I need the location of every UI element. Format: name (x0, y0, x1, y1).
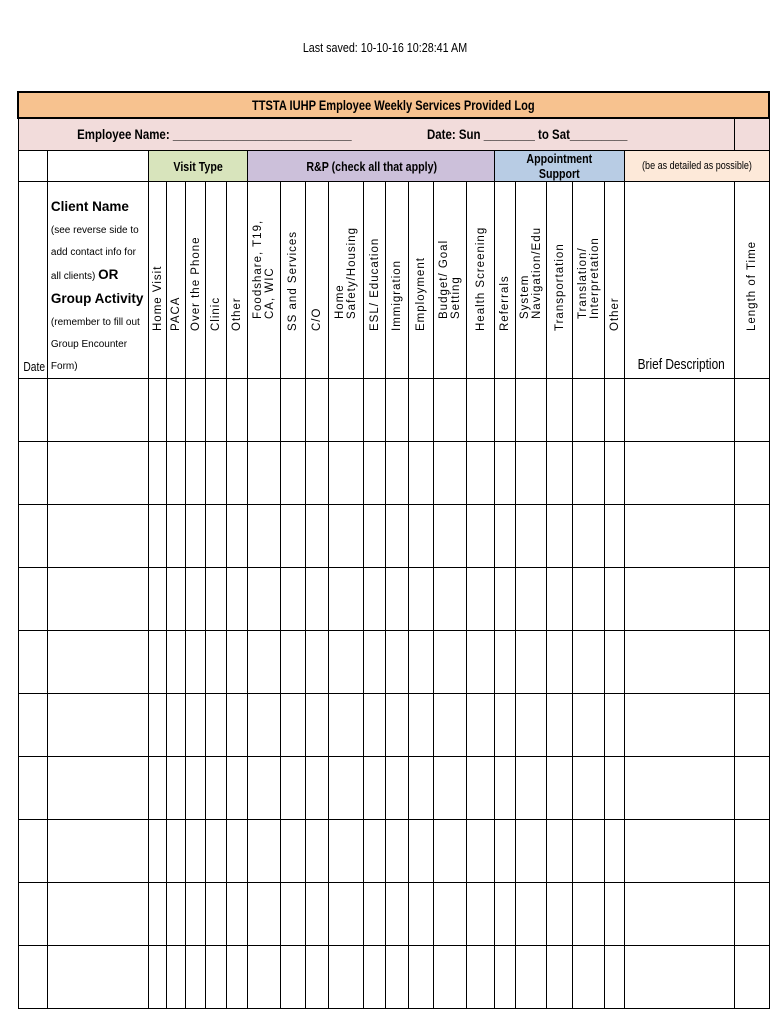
entry-cell[interactable] (167, 505, 186, 568)
visit-type-home-visit: Home Visit (148, 182, 167, 379)
entry-cell[interactable] (248, 883, 281, 946)
entry-cell[interactable] (495, 820, 516, 883)
entry-cell[interactable] (206, 505, 227, 568)
entry-cell[interactable] (605, 883, 625, 946)
entry-cell[interactable] (148, 379, 167, 442)
entry-cell[interactable] (466, 631, 495, 694)
entry-cell[interactable] (495, 694, 516, 757)
entry-cell[interactable] (18, 505, 47, 568)
entry-cell[interactable] (148, 568, 167, 631)
entry-cell[interactable] (625, 820, 735, 883)
entry-cell[interactable] (466, 379, 495, 442)
entry-cell[interactable] (466, 442, 495, 505)
entry-cell[interactable] (248, 820, 281, 883)
entry-cell[interactable] (167, 442, 186, 505)
entry-cell[interactable] (148, 505, 167, 568)
entry-cell[interactable] (305, 379, 328, 442)
appointment-support-group: Appointment Support (495, 151, 625, 182)
entry-cell[interactable] (495, 631, 516, 694)
entry-cell[interactable] (516, 946, 547, 1009)
entry-cell[interactable] (625, 505, 735, 568)
entry-cell[interactable] (495, 379, 516, 442)
entry-cell[interactable] (47, 946, 148, 1009)
entry-cell[interactable] (328, 946, 364, 1009)
entry-cell[interactable] (547, 757, 573, 820)
entry-cell[interactable] (386, 379, 409, 442)
entry-cell[interactable] (248, 694, 281, 757)
entry-cell[interactable] (328, 883, 364, 946)
rp-health-screening: Health Screening (466, 182, 495, 379)
table-row (18, 946, 769, 1009)
entry-cell[interactable] (47, 820, 148, 883)
visit-type-clinic: Clinic (206, 182, 227, 379)
entry-cell[interactable] (47, 883, 148, 946)
entry-cell[interactable] (735, 694, 769, 757)
entry-cell[interactable] (328, 631, 364, 694)
entry-cell[interactable] (605, 442, 625, 505)
entry-cell[interactable] (573, 946, 605, 1009)
entry-cell[interactable] (227, 631, 248, 694)
entry-cell[interactable] (206, 568, 227, 631)
entry-cell[interactable] (605, 694, 625, 757)
entry-cell[interactable] (227, 946, 248, 1009)
entry-cell[interactable] (409, 757, 434, 820)
entry-cell[interactable] (227, 505, 248, 568)
rp-budget-goal-setting: Budget/ Goal Setting (433, 182, 466, 379)
entry-cell[interactable] (18, 379, 47, 442)
week-date-field[interactable]: Date: Sun ________ to Sat_________ (426, 126, 627, 142)
entry-cell[interactable] (47, 694, 148, 757)
entry-cell[interactable] (167, 883, 186, 946)
entry-cell[interactable] (328, 379, 364, 442)
entry-cell[interactable] (186, 379, 206, 442)
entry-cell[interactable] (625, 631, 735, 694)
entry-cell[interactable] (516, 505, 547, 568)
entry-cell[interactable] (466, 820, 495, 883)
entry-cell[interactable] (495, 568, 516, 631)
entry-cell[interactable] (386, 505, 409, 568)
appt-referrals: Referrals (495, 182, 516, 379)
entry-cell[interactable] (47, 505, 148, 568)
entry-cell[interactable] (547, 694, 573, 757)
entry-cell[interactable] (328, 820, 364, 883)
entry-cell[interactable] (227, 820, 248, 883)
entry-cell[interactable] (148, 757, 167, 820)
appt-transportation: Transportation (547, 182, 573, 379)
entry-cell[interactable] (495, 946, 516, 1009)
entry-cell[interactable] (328, 442, 364, 505)
table-row (18, 694, 769, 757)
entry-cell[interactable] (386, 694, 409, 757)
entry-cell[interactable] (148, 820, 167, 883)
entry-cell[interactable] (364, 442, 386, 505)
entry-cell[interactable] (280, 505, 305, 568)
entry-cell[interactable] (547, 946, 573, 1009)
entry-cell[interactable] (409, 379, 434, 442)
entry-cell[interactable] (248, 946, 281, 1009)
entry-cell[interactable] (305, 505, 328, 568)
appt-system-navigation-edu: System Navigation/Edu (516, 182, 547, 379)
entry-cell[interactable] (280, 757, 305, 820)
entry-cell[interactable] (409, 883, 434, 946)
entry-cell[interactable] (516, 820, 547, 883)
entry-cell[interactable] (47, 379, 148, 442)
entry-cell[interactable] (206, 820, 227, 883)
employee-row-end (735, 118, 769, 151)
entry-cell[interactable] (433, 505, 466, 568)
entry-cell[interactable] (364, 820, 386, 883)
entry-cell[interactable] (605, 757, 625, 820)
rp-esl-education: ESL/ Education (364, 182, 386, 379)
entry-cell[interactable] (328, 568, 364, 631)
entry-cell[interactable] (573, 631, 605, 694)
entry-cell[interactable] (409, 505, 434, 568)
entry-cell[interactable] (735, 883, 769, 946)
entry-cell[interactable] (735, 505, 769, 568)
table-row (18, 505, 769, 568)
entry-cell[interactable] (573, 883, 605, 946)
entry-cell[interactable] (573, 757, 605, 820)
entry-cell[interactable] (466, 568, 495, 631)
entry-cell[interactable] (364, 883, 386, 946)
entry-cell[interactable] (409, 631, 434, 694)
entry-cell[interactable] (735, 631, 769, 694)
entry-cell[interactable] (18, 883, 47, 946)
entry-cell[interactable] (206, 757, 227, 820)
client-name-header: Client Name (see reverse side to add contact info for all clients) OR Group Activity (remember to fill out Group Encounter Form) (47, 182, 148, 379)
entry-cell[interactable] (364, 379, 386, 442)
employee-name-field[interactable]: Employee Name: ____________________________ (76, 126, 352, 142)
entry-cell[interactable] (547, 568, 573, 631)
entry-cell[interactable] (573, 505, 605, 568)
visit-type-over-the-phone: Over the Phone (186, 182, 206, 379)
entry-cell[interactable] (47, 442, 148, 505)
entry-cell[interactable] (547, 631, 573, 694)
entry-cell[interactable] (605, 379, 625, 442)
entry-cell[interactable] (605, 505, 625, 568)
entry-cell[interactable] (516, 883, 547, 946)
entry-cell[interactable] (227, 379, 248, 442)
entry-cell[interactable] (280, 946, 305, 1009)
entry-cell[interactable] (248, 631, 281, 694)
entry-cell[interactable] (18, 568, 47, 631)
entry-cell[interactable] (305, 694, 328, 757)
entry-cell[interactable] (18, 946, 47, 1009)
entry-cell[interactable] (47, 631, 148, 694)
band-empty-date (18, 151, 47, 182)
band-empty-client (47, 151, 148, 182)
last-saved-stamp: Last saved: 10-10-16 10:28:41 AM (302, 41, 468, 55)
table-row (18, 757, 769, 820)
entry-cell[interactable] (206, 883, 227, 946)
entry-cell[interactable] (280, 379, 305, 442)
entry-cell[interactable] (248, 568, 281, 631)
entry-cell[interactable] (605, 946, 625, 1009)
be-detailed-note: (be as detailed as possible) (625, 151, 769, 182)
entry-cell[interactable] (18, 694, 47, 757)
entry-cell[interactable] (305, 631, 328, 694)
entry-cell[interactable] (433, 820, 466, 883)
entry-cell[interactable] (186, 883, 206, 946)
entry-cell[interactable] (605, 631, 625, 694)
entry-cell[interactable] (167, 757, 186, 820)
entry-cell[interactable] (227, 568, 248, 631)
entry-cell[interactable] (248, 505, 281, 568)
entry-cell[interactable] (625, 442, 735, 505)
entry-cell[interactable] (186, 631, 206, 694)
entry-cell[interactable] (206, 631, 227, 694)
entry-cell[interactable] (148, 442, 167, 505)
entry-cell[interactable] (409, 820, 434, 883)
table-row (18, 883, 769, 946)
entry-cell[interactable] (735, 379, 769, 442)
entry-cell[interactable] (186, 505, 206, 568)
entry-cell[interactable] (433, 883, 466, 946)
entry-cell[interactable] (280, 442, 305, 505)
entry-cell[interactable] (547, 379, 573, 442)
entry-cell[interactable] (409, 694, 434, 757)
entry-cell[interactable] (280, 568, 305, 631)
entry-cell[interactable] (409, 442, 434, 505)
entry-cell[interactable] (18, 757, 47, 820)
entry-cell[interactable] (573, 568, 605, 631)
entry-cell[interactable] (206, 946, 227, 1009)
entry-cell[interactable] (186, 946, 206, 1009)
entry-cell[interactable] (167, 694, 186, 757)
entry-cell[interactable] (364, 631, 386, 694)
entry-cell[interactable] (433, 568, 466, 631)
entry-cell[interactable] (328, 505, 364, 568)
entry-cell[interactable] (605, 568, 625, 631)
table-row (18, 820, 769, 883)
entry-cell[interactable] (167, 568, 186, 631)
entry-cell[interactable] (625, 757, 735, 820)
entry-cell[interactable] (280, 883, 305, 946)
entry-cell[interactable] (625, 694, 735, 757)
entry-cell[interactable] (386, 631, 409, 694)
entry-cell[interactable] (433, 631, 466, 694)
entry-cell[interactable] (206, 379, 227, 442)
entry-cell[interactable] (516, 631, 547, 694)
table-row (18, 568, 769, 631)
entry-cell[interactable] (364, 946, 386, 1009)
rp-immigration: Immigration (386, 182, 409, 379)
visit-type-other: Other (227, 182, 248, 379)
entry-cell[interactable] (516, 568, 547, 631)
entry-cell[interactable] (466, 757, 495, 820)
entry-cell[interactable] (148, 883, 167, 946)
length-of-time-header: Length of Time (735, 182, 769, 379)
entry-cell[interactable] (573, 379, 605, 442)
entry-cell[interactable] (167, 631, 186, 694)
entry-cell[interactable] (547, 505, 573, 568)
entry-cell[interactable] (495, 505, 516, 568)
brief-description-header: Brief Description (625, 182, 735, 379)
entry-cell[interactable] (167, 820, 186, 883)
entry-cell[interactable] (625, 946, 735, 1009)
entry-cell[interactable] (573, 694, 605, 757)
visit-type-paca: PACA (167, 182, 186, 379)
entry-cell[interactable] (409, 946, 434, 1009)
entry-cell[interactable] (409, 568, 434, 631)
entry-cell[interactable] (280, 820, 305, 883)
entry-cell[interactable] (47, 568, 148, 631)
entry-cell[interactable] (186, 820, 206, 883)
entry-cell[interactable] (547, 883, 573, 946)
table-row (18, 442, 769, 505)
entry-cell[interactable] (386, 442, 409, 505)
rp-ss-and-services: SS and Services (280, 182, 305, 379)
entry-cell[interactable] (18, 442, 47, 505)
entry-cell[interactable] (167, 379, 186, 442)
rp-group: R&P (check all that apply) (248, 151, 495, 182)
entry-cell[interactable] (305, 442, 328, 505)
entry-cell[interactable] (516, 694, 547, 757)
entry-cell[interactable] (495, 883, 516, 946)
form-title: TTSTA IUHP Employee Weekly Services Provided Log (18, 92, 769, 118)
entry-cell[interactable] (364, 505, 386, 568)
entry-cell[interactable] (735, 820, 769, 883)
entry-cell[interactable] (516, 442, 547, 505)
rp-foodshare-t19-ca-wic: Foodshare, T19, CA, WIC (248, 182, 281, 379)
entry-cell[interactable] (466, 946, 495, 1009)
entry-cell[interactable] (248, 379, 281, 442)
entry-cell[interactable] (466, 883, 495, 946)
entry-cell[interactable] (735, 568, 769, 631)
entry-cell[interactable] (18, 631, 47, 694)
entry-cell[interactable] (305, 946, 328, 1009)
entry-cell[interactable] (186, 442, 206, 505)
entry-cell[interactable] (386, 946, 409, 1009)
entry-cell[interactable] (280, 631, 305, 694)
date-header: Date (18, 182, 47, 379)
entry-cell[interactable] (186, 694, 206, 757)
entry-cell[interactable] (248, 757, 281, 820)
entry-cell[interactable] (433, 694, 466, 757)
entry-cell[interactable] (186, 757, 206, 820)
entry-cell[interactable] (148, 631, 167, 694)
rp-employment: Employment (409, 182, 434, 379)
entry-cell[interactable] (227, 694, 248, 757)
entry-cell[interactable] (386, 820, 409, 883)
entry-cell[interactable] (625, 379, 735, 442)
entry-cell[interactable] (18, 820, 47, 883)
entry-cell[interactable] (227, 883, 248, 946)
entry-cell[interactable] (433, 946, 466, 1009)
entry-cell[interactable] (466, 694, 495, 757)
entry-cell[interactable] (364, 568, 386, 631)
entry-cell[interactable] (305, 883, 328, 946)
entry-cell[interactable] (186, 568, 206, 631)
entry-cell[interactable] (167, 946, 186, 1009)
entry-cell[interactable] (495, 442, 516, 505)
entry-cell[interactable] (364, 757, 386, 820)
entry-cell[interactable] (547, 442, 573, 505)
entry-cell[interactable] (735, 757, 769, 820)
services-log-table (17, 91, 770, 1009)
table-row (18, 631, 769, 694)
entry-cell[interactable] (47, 757, 148, 820)
entry-cell[interactable] (386, 568, 409, 631)
visit-type-group: Visit Type (148, 151, 247, 182)
entry-cell[interactable] (280, 694, 305, 757)
entry-cell[interactable] (625, 568, 735, 631)
entry-cell[interactable] (573, 820, 605, 883)
appt-translation-interpretation: Translation/ Interpretation (573, 182, 605, 379)
entry-cell[interactable] (227, 757, 248, 820)
rp-home-safety-housing: Home Safety/Housing (328, 182, 364, 379)
entry-cell[interactable] (328, 694, 364, 757)
entry-cell[interactable] (364, 694, 386, 757)
entry-cell[interactable] (573, 442, 605, 505)
entry-cell[interactable] (433, 442, 466, 505)
entry-cell[interactable] (148, 946, 167, 1009)
entry-cell[interactable] (605, 820, 625, 883)
entry-cell[interactable] (206, 694, 227, 757)
entry-cell[interactable] (433, 757, 466, 820)
rp-c-o: C/O (305, 182, 328, 379)
entry-cell[interactable] (433, 379, 466, 442)
entry-cell[interactable] (248, 442, 281, 505)
entry-cell[interactable] (625, 883, 735, 946)
entry-cell[interactable] (305, 568, 328, 631)
entry-cell[interactable] (305, 757, 328, 820)
entry-cell[interactable] (547, 820, 573, 883)
table-row (18, 379, 769, 442)
entry-cell[interactable] (148, 694, 167, 757)
entry-cell[interactable] (735, 946, 769, 1009)
entry-cell[interactable] (227, 442, 248, 505)
employee-date-row (18, 118, 735, 151)
entry-cell[interactable] (735, 442, 769, 505)
entry-cell[interactable] (206, 442, 227, 505)
entry-cell[interactable] (386, 883, 409, 946)
appt-other: Other (605, 182, 625, 379)
entry-cell[interactable] (466, 505, 495, 568)
entry-cell[interactable] (516, 379, 547, 442)
entry-cell[interactable] (328, 757, 364, 820)
entry-cell[interactable] (305, 820, 328, 883)
entry-cell[interactable] (495, 757, 516, 820)
entry-cell[interactable] (386, 757, 409, 820)
entry-cell[interactable] (516, 757, 547, 820)
